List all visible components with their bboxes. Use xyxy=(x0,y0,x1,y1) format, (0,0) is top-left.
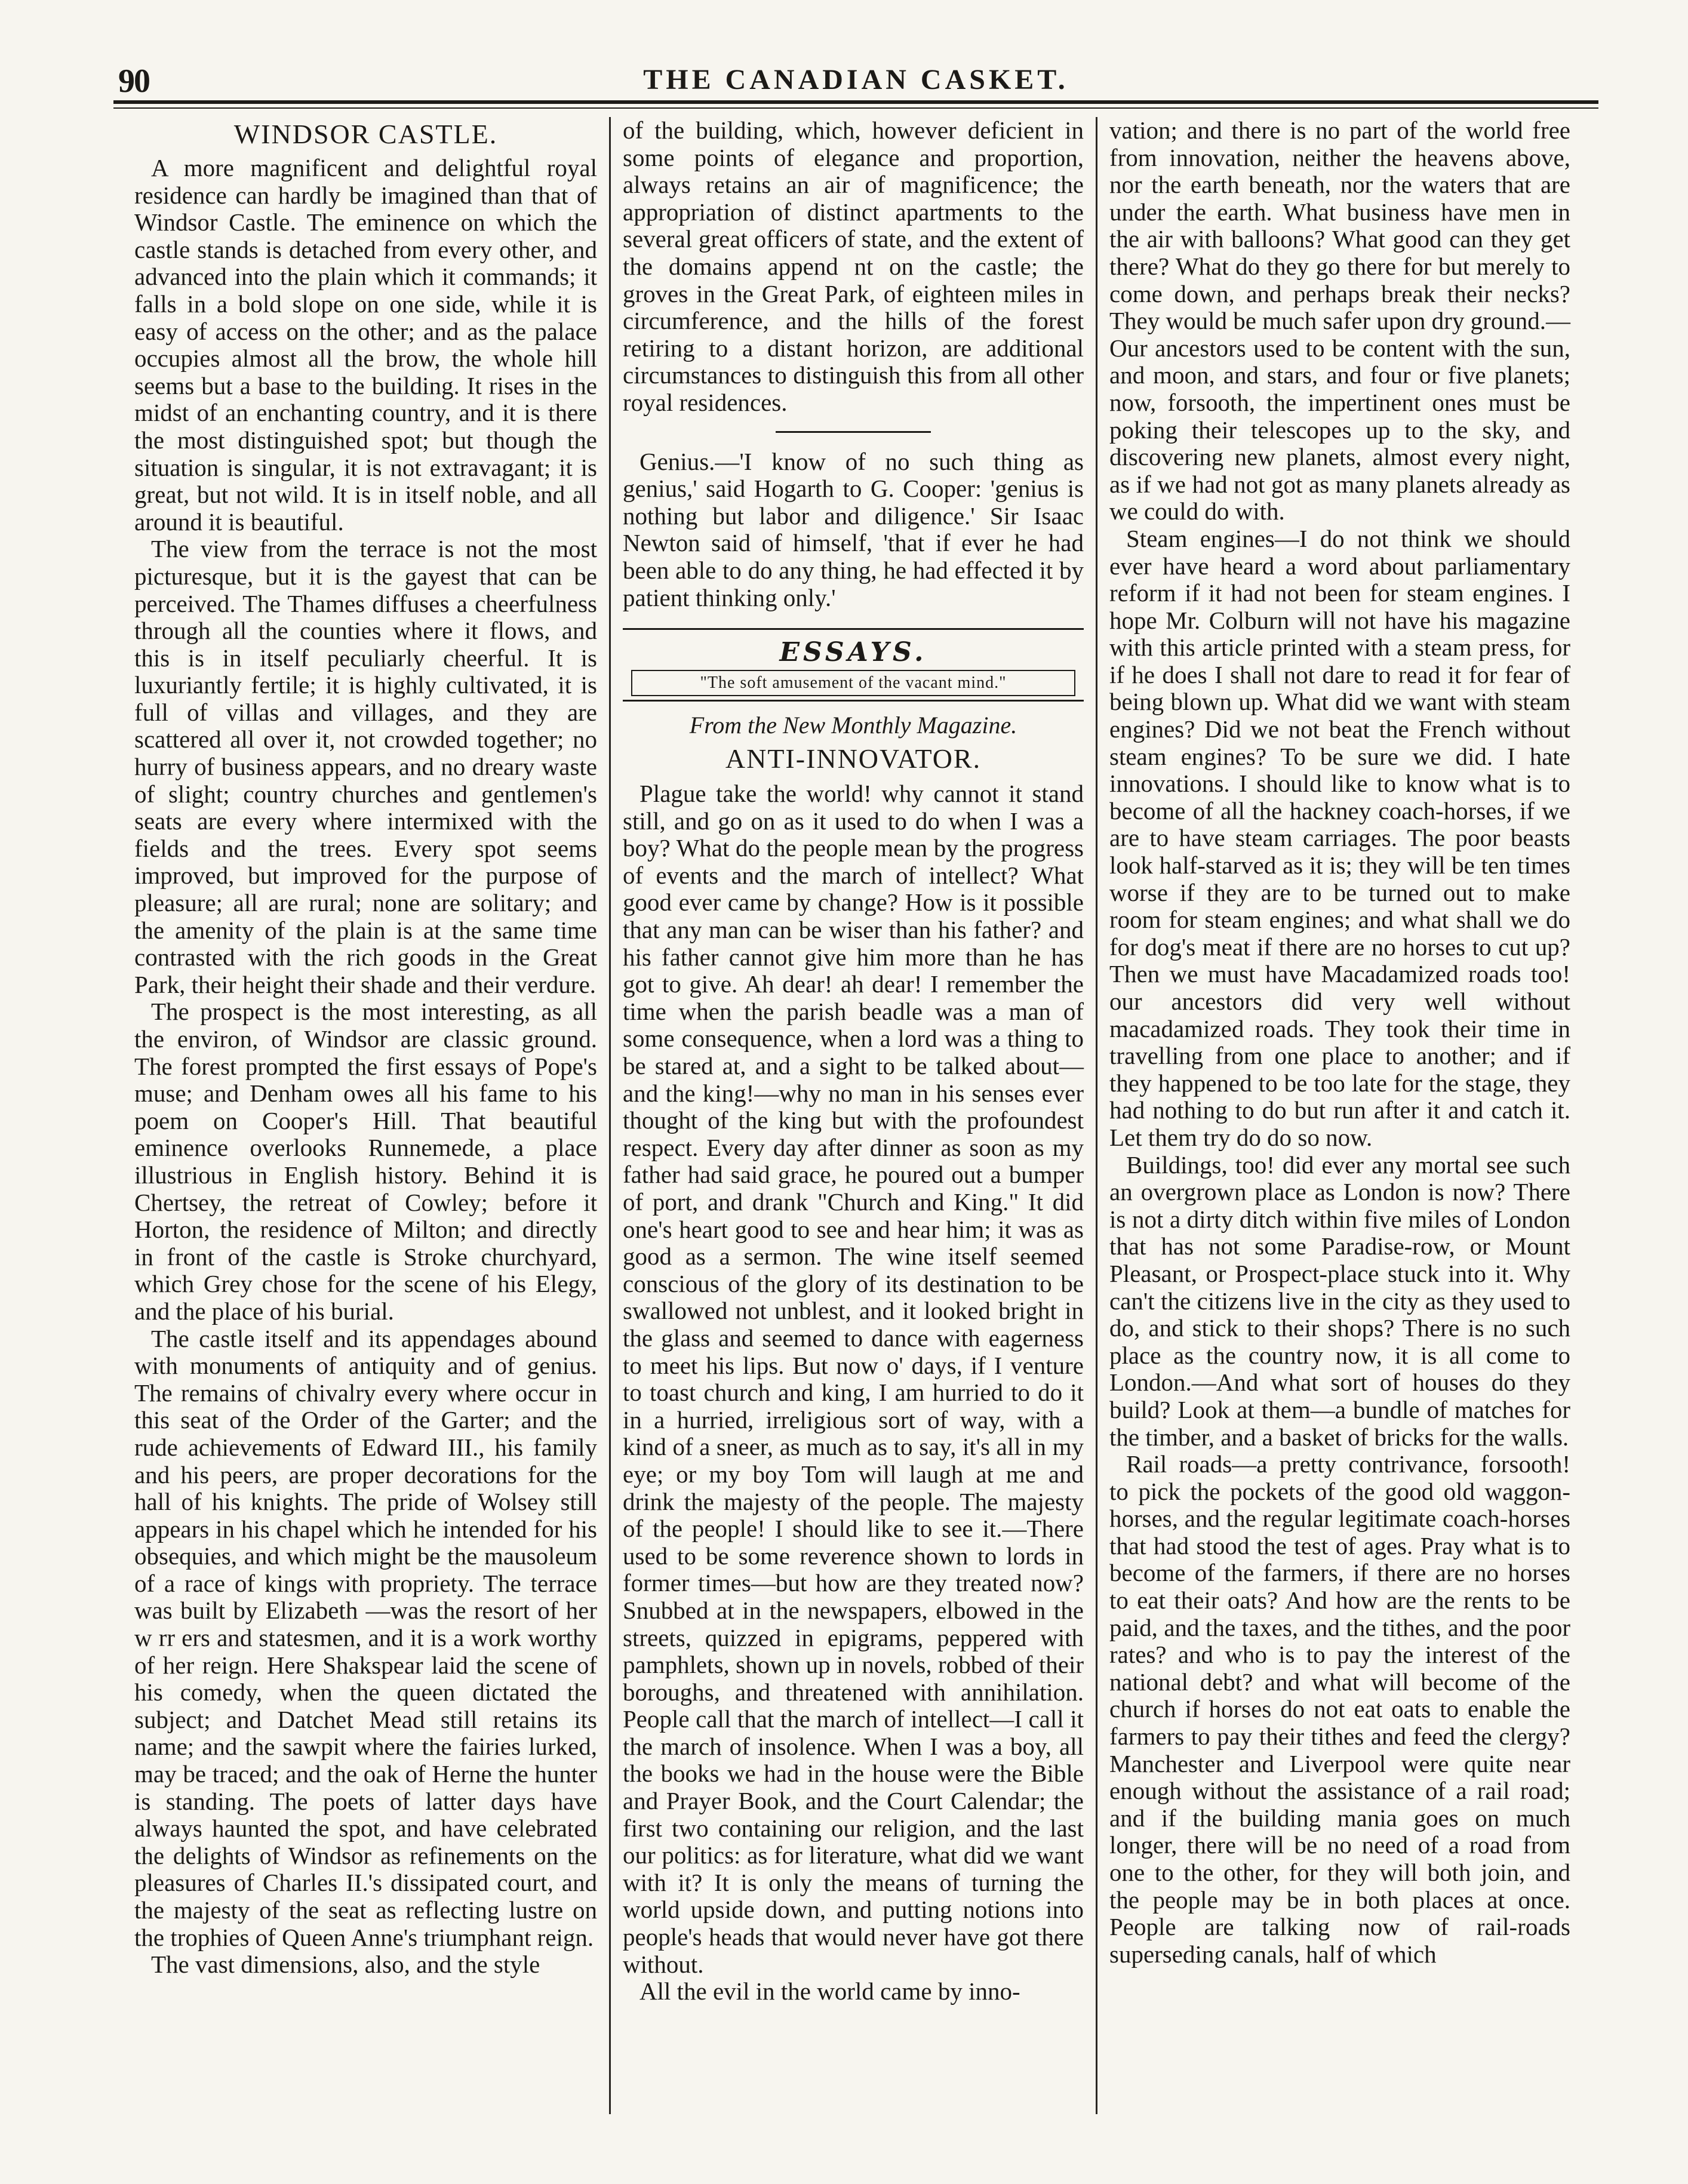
page-number: 90 xyxy=(118,63,149,100)
text-columns xyxy=(122,117,1582,2114)
windsor-paragraph: A more magnificent and delightful royal residence can hardly be imagined than that of Windsor Castle. The eminence on which the castle stands is detached from every other, and advanced into the plain which it commands; it falls in a bold slope on one side, while it is easy of access on the other; and as the palace occupies almost all the brow, the whole hill seems but a base to the building. It rises in the midst of an enchanting country, and it is there the most distinguished spot; but though the situation is singular, it is not extravagant; it is great, but not wild. It is in itself noble, and all around it is beautiful. xyxy=(134,154,597,536)
essays-motto: "The soft amusement of the vacant mind." xyxy=(631,670,1075,696)
source-line: From the New Monthly Magazine. xyxy=(689,712,1017,739)
essays-heading: ESSAYS. xyxy=(779,637,927,668)
anti-innovator-paragraph: Rail roads—a pretty contrivance, forsooth! to pick the pockets of the good old waggon-horses, and the regular legitimate coach-horses that had stood the test of ages. Pray what is to become of the farmers, if there are no horses to eat their oats? And how are the rents to be paid, and the taxes, and the tithes, and the poor rates? and who is to pay the interest of the national debt? and what will become of the church if horses do not eat oats to enable the farmers to pay their tithes and feed the clergy? Manchester and Liverpool were quite near enough without the assistance of a rail road; and if the building mania goes on much longer, there will be no need of a road from one to the other, for they will both join, and the people may be in both places at once. People are talking now of rail-roads superseding canals, half of which xyxy=(1109,1450,1570,1968)
column-1 xyxy=(122,117,609,2114)
anti-innovator-paragraph: Buildings, too! did ever any mortal see such an overgrown place as London is now? There is not a dirty ditch within five miles of London that has not some Paradise-row, or Mount Pleasant, or Prospect-place stuck into it. Why can't the citizens live in the city as they used to do, and stick to their shops? There is no such place as the country now, it is all come to London.—And what sort of houses do they build? Look at them—a bundle of matches for the timber, and a basket of bricks for the walls. xyxy=(1109,1151,1570,1451)
windsor-paragraph: The view from the terrace is not the most picturesque, but it is the gayest that can be perceived. The Thames diffuses a cheerfulness through all the counties where it flows, and this is in itself peculiarly cheerful. It is luxuriantly fertile; it is highly cultivated, it is full of villas and villages, and they are scattered all over it, not crowded together; no hurry of business appears, and no dreary waste of slight; country churches and gentlemen's seats are every where intermixed with the fields and the trees. Every spot seems improved, but improved for the purpose of pleasure; all are rural; none are solitary; and the amenity of the plain is at the same time contrasted with the rich goods in the Great Park, their height their shade and their verdure. xyxy=(134,535,597,998)
anti-innovator-paragraph: All the evil in the world came by inno- xyxy=(639,1977,1020,2005)
header-rule-thin xyxy=(113,107,1598,109)
windsor-paragraph: The prospect is the most interesting, as all the environ, of Windsor are classic ground. The forest prompted the first essays of Pope's muse; and Denham owes all his fame to his poem on Cooper's Hill. That beautiful eminence overlooks Runnemede, a place illustrious in English history. Behind it is Chertsey, the retreat of Cowley; before it Horton, the residence of Milton; and directly in front of the castle is Stroke churchyard, which Grey chose for the scene of his Elegy, and the place of his burial. xyxy=(134,998,597,1325)
windsor-castle-title: WINDSOR CASTLE. xyxy=(233,119,498,149)
column-3 xyxy=(1096,117,1582,2114)
anti-innovator-paragraph: Steam engines—I do not think we should ever have heard a word about parliamentary reform if it had not been for steam engines. I hope Mr. Colburn will not have his magazine with this article printed with a steam press, for if he does I shall not dare to read it for fear of being blown up. What did we want with steam engines? Did we not beat the French without steam engines? To be sure we did. I hate innovations. I should like to know what is to become of all the hackney coach-horses, if we are to have steam carriages. The poor beasts look half-starved as it is; they will be ten times worse if they are to be turned out to make room for steam engines; and what shall we do for dog's meat if there are no horses to cut up? Then we must have Macadamized roads too! our ancestors did very well without macadamized roads. They took their time in travelling from one place to another; and if they happened to be too late for the stage, they had nothing to do but run after it and catch it. Let them try do do so now. xyxy=(1109,524,1570,1151)
anti-innovator-title: ANTI-INNOVATOR. xyxy=(725,743,982,774)
running-head xyxy=(113,62,1598,104)
column-2 xyxy=(609,117,1096,2114)
genius-anecdote: Genius.—'I know of no such thing as genius,' said Hogarth to G. Cooper: 'genius is nothing but labor and diligence.' Sir Isaac Newton said of himself, 'that if ever he had been able to do any thing, he had effected it by patient thinking only.' xyxy=(623,447,1084,611)
anti-innovator-paragraph: Plague take the world! why cannot it stand still, and go on as it used to do when I was a boy? What do the people mean by the progress of events and the march of intellect? What good ever came by change? How is it possible that any man can be wiser than his father? and his father cannot give him more than he has got to give. Ah dear! ah dear! I remember the time when the parish beadle was a man of some consequence, when a lord was a thing to be stared at, and a sight to be talked about—and the king!—why no man in his senses ever thought of the king but with the profoundest respect. Every day after dinner as soon as my father had said grace, he poured out a bumper of port, and drank "Church and King." It did one's heart good to see and hear him; it was as good as a sermon. The wine itself seemed conscious of the glory of its destination to be swallowed not unblest, and it looked bright in the glass and seemed to dance with eagerness to meet his lips. But now o' days, if I venture to toast church and king, I am hurried to do it in a hurried, irreligious sort of way, with a kind of a sneer, as much as to say, it's all in my eye; or my boy Tom will laugh at me and drink the majesty of the people. The majesty of the people! I should like to see it.—There used to be some reverence shown to lords in former times—but how are they treated now? Snubbed at in the newspapers, elbowed in the streets, quizzed in epigrams, peppered with pamphlets, shown up in novels, robbed of their boroughs, and threatened with annihilation. People call that the march of intellect—I call it the march of insolence. When I was a boy, all the books we had in the house were the Bible and Prayer Book, and the Court Calendar; the first two containing our religion, and the last our politics: as for literature, what did we want with it? It is only the means of turning the world upside down, and putting notions into people's heads that would never have got there without. xyxy=(623,780,1084,1978)
header-rule-thick xyxy=(113,100,1598,104)
windsor-paragraph: The vast dimensions, also, and the style xyxy=(151,1951,540,1979)
journal-title: THE CANADIAN CASKET. xyxy=(643,64,1069,96)
section-divider xyxy=(776,431,931,433)
windsor-continued-paragraph: of the building, which, however deficient in some points of elegance and proportion, always retains an air of magnificence; the appropriation of distinct apartments to the several great officers of state, and the extent of the domains append nt on the castle; the groves in the Great Park, of eighteen miles in circumference, and the hills of the forest retiring to a distant horizon, are additional circumstances to distinguish this from all other royal residences. xyxy=(623,117,1084,416)
windsor-paragraph: The castle itself and its appendages abound with monuments of antiquity and of genius. The remains of chivalry every where occur in this seat of the Order of the Garter; and the rude achievements of Edward III., his family and his peers, are proper decorations for the hall of his knights. The pride of Wolsey still appears in his chapel which he intended for his obsequies, and which might be the mausoleum of a race of kings with propriety. The terrace was built by Elizabeth —was the resort of her w rr ers and statesmen, and it is a work worthy of her reign. Here Shakspear laid the scene of his comedy, when the queen dictated the subject; and Datchet Mead still retains its name; and the sawpit where the fairies lurked, may be traced; and the oak of Herne the hunter is standing. The poets of latter days have always haunted the spot, and have celebrated the delights of Windsor as refinements on the pleasures of Charles II.'s dissipated court, and the majesty of the seat as reflecting lustre on the trophies of Queen Anne's triumphant reign. xyxy=(134,1324,597,1951)
anti-innovator-paragraph: vation; and there is no part of the world free from innovation, neither the heavens above, nor the earth beneath, nor the waters that are under the earth. What business have men in the air with balloons? What good can they get there? What do they go there for but merely to come down, and perhaps break their necks? They would be much safer upon dry ground.—Our ancestors used to be content with the sun, and moon, and stars, and four or five planets; now, forsooth, the impertinent ones must be poking their telescopes up to the sky, and discovering new planets, almost every night, as if we had not got as many planets already as we could do with. xyxy=(1109,117,1570,525)
essays-banner xyxy=(623,628,1084,702)
